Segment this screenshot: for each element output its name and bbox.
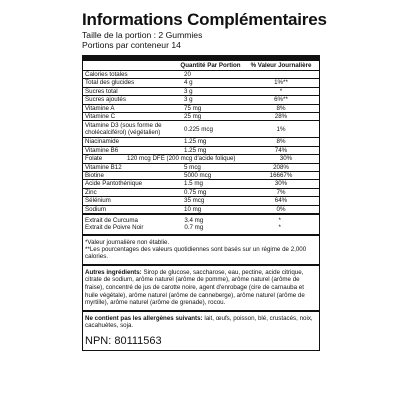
nutrient-qty: 3 g [184, 87, 193, 95]
nutrient-dv: 0% [276, 205, 286, 213]
nutrient-dv: 64% [274, 197, 288, 205]
table-row [83, 96, 319, 104]
nutrient-dv: 28% [274, 113, 288, 121]
nutrient-qty: 0.225 mcg [184, 125, 213, 133]
nutrient-name: Zinc [85, 188, 97, 196]
nutrient-name: Calories totales [85, 71, 128, 78]
nutrient-qty: 25 mg [184, 113, 202, 121]
table-row [83, 164, 319, 172]
npn-number: NPN: 80111563 [85, 334, 162, 347]
nutrient-name: Acide Pantothénique [85, 180, 143, 188]
nutrient-name: Folate [85, 155, 103, 163]
header-dv: % Valeur Journalière [250, 62, 312, 69]
nutrient-qty: 1.25 mg [184, 146, 207, 154]
table-row [83, 138, 319, 146]
nutrient-name: Sucres ajoutés [85, 96, 126, 104]
nutrient-qty: 0.75 mg [184, 188, 207, 196]
nutrient-dv: 208% [273, 163, 289, 171]
nutrient-name: Vitamine C [85, 113, 116, 121]
nutrient-qty: 4 g [184, 79, 193, 87]
extract-name: Extrait de Curcuma [85, 217, 138, 225]
table-row [83, 180, 319, 188]
footnote-calories: **Les pourcentages des valeurs quotidiennes sont basés sur un régime de 2,000 calories. [85, 245, 307, 261]
extract-qty: 3.4 mg [184, 217, 204, 225]
allergens-text: lait, œufs, poisson, blé, crustacés, noix, cacahuètes, soja. [85, 314, 313, 330]
table-row [83, 172, 319, 180]
nutrient-name: Sélénium [85, 197, 111, 205]
ingredients-label: Autres ingrédients: [85, 268, 142, 276]
nutrient-dv: 30% [274, 180, 288, 188]
nutrient-qty: 1.25 mg [184, 138, 207, 146]
nutrient-dv: 8% [276, 104, 286, 112]
table-row [83, 206, 319, 215]
list-item [85, 217, 317, 224]
other-ingredients [83, 266, 319, 312]
nutrient-dv: 8% [276, 138, 286, 146]
extracts-section [83, 215, 319, 235]
allergens [83, 312, 319, 333]
nutrient-name: Sodium [85, 205, 106, 213]
nutrient-qty: 35 mcg [184, 197, 205, 205]
footnote-dv: *Valeur journalière non établie. [85, 238, 170, 246]
table-header [83, 61, 319, 71]
nutrient-name: Sucres total [85, 87, 118, 95]
supplement-facts-panel [82, 10, 327, 351]
nutrient-name: Vitamine B12 [85, 163, 122, 171]
nutrient-dv: 7% [276, 188, 286, 196]
nutrient-dv: * [279, 87, 283, 95]
nutrient-dv: 16667% [269, 172, 293, 180]
nutrient-name: Vitamine D3 (sous forme de cholécalciférol) (végétalien) [85, 122, 162, 137]
table-row [83, 113, 319, 121]
nutrient-qty: 5 mcg [184, 163, 201, 171]
ingredients-text: Sirop de glucose, saccharose, eau, pectine, acide citrique, citrate de sodium, arôme naturel (arôme de pomme), arôme naturel (arôme de fraise), concentré de jus de carotte noire, agent d'enrobage (cire de carnauba et huile végétale), arôme naturel (arôme de canneberge), arôme naturel (arôme de myrtille), arôme naturel (arôme de grenade), rocou. [85, 268, 305, 307]
table-row [83, 197, 319, 205]
nutrient-qty: 20 [184, 71, 191, 78]
table-row [83, 88, 319, 96]
nutrient-qty: 10 mg [184, 205, 202, 213]
extract-dv: * [278, 224, 281, 232]
header-qty: Quantité Par Portion [180, 62, 241, 69]
nutrient-dv: 74% [274, 146, 288, 154]
nutrient-name: Biotine [85, 172, 104, 180]
list-item [85, 224, 317, 231]
nutrient-dv: 6%** [274, 96, 288, 104]
nutrient-dv: 30% [279, 155, 293, 163]
extract-qty: 0.7 mg [184, 224, 204, 232]
nutrient-name: Vitamine A [85, 104, 115, 112]
allergens-label: Ne contient pas les allergènes suivants: [85, 314, 203, 322]
nutrient-dv: 1%** [274, 79, 288, 87]
table-row [83, 79, 319, 87]
table-row [83, 155, 319, 163]
extract-name: Extrait de Poivre Noir [85, 224, 144, 232]
panel-title: Informations Complémentaires [82, 10, 327, 29]
servings-per-container: Portions par conteneur 14 [82, 40, 181, 50]
nutrient-qty: 120 mcg DFE (200 mcg d'acide folique) [127, 155, 236, 163]
footnotes [83, 236, 319, 266]
nutrient-qty: 1.5 mg [184, 180, 203, 188]
table-row [83, 71, 319, 79]
nutrient-name: Total des glucides [85, 79, 135, 87]
nutrition-table [82, 55, 320, 351]
nutrient-name: Niacinamide [85, 138, 120, 146]
table-row [83, 147, 319, 155]
table-row [83, 105, 319, 113]
table-row [83, 189, 319, 197]
nutrient-dv: 1% [276, 125, 286, 133]
nutrient-name: Vitamine B6 [85, 146, 119, 154]
nutrient-qty: 75 mg [184, 104, 202, 112]
extract-dv: * [278, 217, 281, 225]
serving-size: Taille de la portion : 2 Gummies [82, 30, 203, 40]
table-row [83, 121, 319, 138]
nutrient-qty: 3 g [184, 96, 193, 104]
nutrient-qty: 5000 mcg [184, 172, 212, 180]
